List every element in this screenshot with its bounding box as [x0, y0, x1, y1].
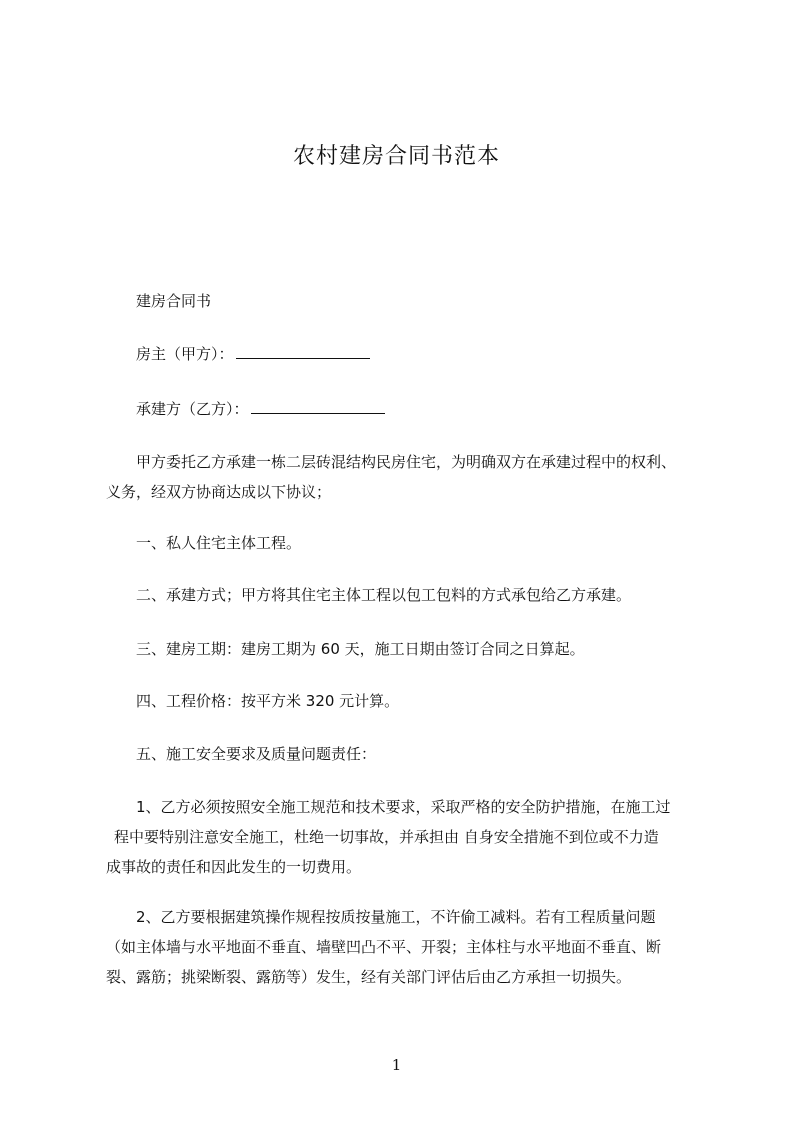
intro-line-1: 甲方委托乙方承建一栋二层砖混结构民房住宅，为明确双方在承建过程中的权利、 — [136, 453, 677, 471]
item-2-line-2: （如主体墙与水平地面不垂直、墙壁凹凸不平、开裂；主体柱与水平地面不垂直、断 — [106, 938, 662, 956]
item-1-line-2: 程中要特别注意安全施工，杜绝一切事故，并承担由 自身安全措施不到位或不力造 — [114, 828, 659, 846]
item-2-line-3: 裂、露筋；挑梁断裂、露筋等）发生，经有关部门评估后由乙方承担一切损失。 — [106, 968, 632, 986]
owner-label: 房主（甲方）： — [136, 345, 234, 363]
contractor-label: 承建方（乙方）： — [136, 400, 249, 418]
item-2-line-1: 2、乙方要根据建筑操作规程按质按量施工，不许偷工减料。若有工程质量问题 — [136, 908, 656, 926]
item-1-line-1: 1、乙方必须按照安全施工规范和技术要求，采取严格的安全防护措施，在施工过 — [136, 798, 671, 816]
owner-line — [136, 343, 370, 365]
clause-4: 四、工程价格：按平方米 320 元计算。 — [136, 692, 400, 710]
owner-blank — [236, 343, 370, 359]
clause-1: 一、私人住宅主体工程。 — [136, 534, 302, 552]
intro-line-2: 义务，经双方协商达成以下协议； — [106, 483, 332, 501]
document-title: 农村建房合同书范本 — [292, 144, 500, 169]
item-2-paragraph — [106, 902, 686, 992]
clause-3: 三、建房工期：建房工期为 60 天，施工日期由签订合同之日算起。 — [136, 640, 585, 658]
item-1-line-3: 成事故的责任和因此发生的一切费用。 — [106, 858, 362, 876]
page-number: 1 — [391, 1056, 402, 1074]
contractor-line — [136, 398, 385, 420]
contractor-blank — [251, 398, 385, 414]
intro-paragraph — [106, 447, 686, 507]
clause-5: 五、施工安全要求及质量问题责任： — [136, 745, 377, 763]
clause-2: 二、承建方式；甲方将其住宅主体工程以包工包料的方式承包给乙方承建。 — [136, 586, 632, 604]
contract-subtitle: 建房合同书 — [136, 292, 212, 310]
item-1-paragraph — [106, 792, 686, 882]
